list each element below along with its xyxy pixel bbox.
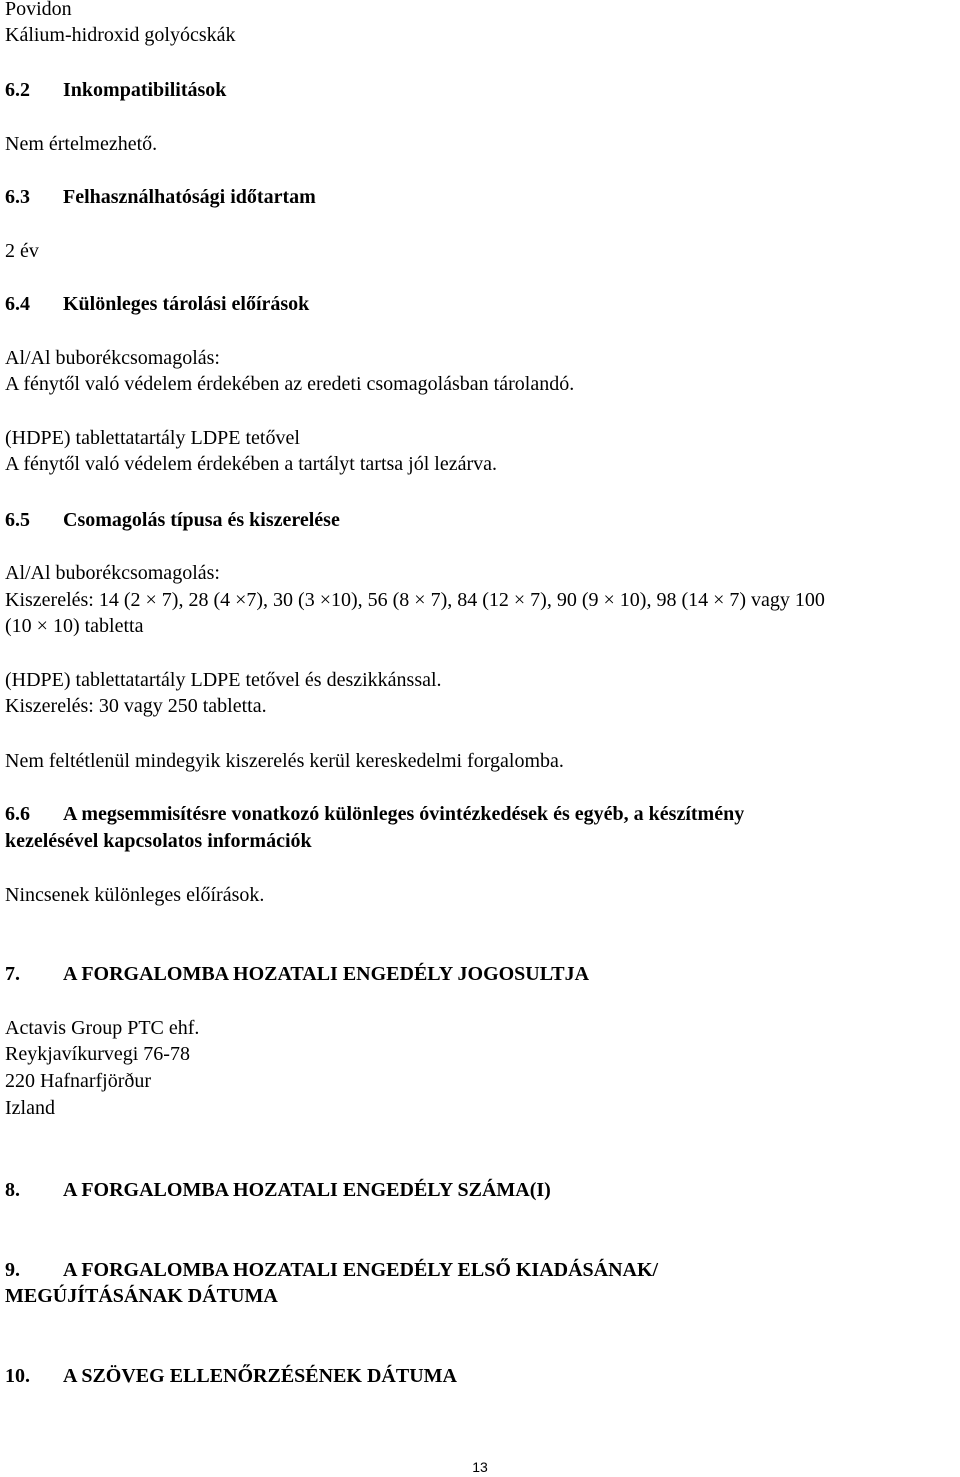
section-number: 8. <box>5 1179 20 1201</box>
section-title: A megsemmisítésre vonatkozó különleges óvintézkedések és egyéb, a készítmény <box>63 803 745 825</box>
section-7-heading <box>5 962 589 986</box>
ingredient-potassium-hydroxide: Kálium-hidroxid golyócskák <box>5 24 236 46</box>
section-title: Felhasználhatósági időtartam <box>63 186 316 208</box>
section-10-heading <box>5 1364 457 1388</box>
pack-marketing-note: Nem feltétlenül mindegyik kiszerelés kerül kereskedelmi forgalomba. <box>5 750 564 772</box>
section-number: 6.2 <box>5 79 30 101</box>
section-number: 6.6 <box>5 803 30 825</box>
pack-blister-sizes-line1: Kiszerelés: 14 (2 × 7), 28 (4 ×7), 30 (3 ×10), 56 (8 × 7), 84 (12 × 7), 90 (9 × 10), 98 (14 × 7) vagy 100 <box>5 589 825 611</box>
ingredient-povidon: Povidon <box>5 0 72 20</box>
section-6-3-body: 2 év <box>5 240 39 262</box>
storage-hdpe-label: (HDPE) tablettatartály LDPE tetővel <box>5 427 300 449</box>
storage-hdpe-text: A fénytől való védelem érdekében a tartályt tartsa jól lezárva. <box>5 453 498 475</box>
storage-blister-label: Al/Al buborékcsomagolás: <box>5 347 220 369</box>
holder-street: Reykjavíkurvegi 76-78 <box>5 1043 190 1065</box>
section-number: 7. <box>5 963 20 985</box>
section-number: 9. <box>5 1259 20 1281</box>
holder-city: 220 Hafnarfjörður <box>5 1070 152 1092</box>
section-6-4-heading <box>5 292 309 316</box>
section-6-6-body: Nincsenek különleges előírások. <box>5 884 265 906</box>
section-9-heading-line2: MEGÚJÍTÁSÁNAK DÁTUMA <box>5 1285 278 1307</box>
section-title: Különleges tárolási előírások <box>63 293 310 315</box>
section-6-2-body: Nem értelmezhető. <box>5 133 158 155</box>
section-number: 10. <box>5 1365 30 1387</box>
section-title: A SZÖVEG ELLENŐRZÉSÉNEK DÁTUMA <box>63 1365 457 1387</box>
pack-hdpe-sizes: Kiszerelés: 30 vagy 250 tabletta. <box>5 695 267 717</box>
section-6-6-heading-line2: kezelésével kapcsolatos információk <box>5 830 312 852</box>
holder-name: Actavis Group PTC ehf. <box>5 1017 200 1039</box>
section-title: Inkompatibilitások <box>63 79 227 101</box>
section-title: A FORGALOMBA HOZATALI ENGEDÉLY SZÁMA(I) <box>63 1179 551 1201</box>
section-title: A FORGALOMBA HOZATALI ENGEDÉLY ELSŐ KIADÁSÁNAK/ <box>63 1259 659 1281</box>
storage-blister-text: A fénytől való védelem érdekében az eredeti csomagolásban tárolandó. <box>5 373 575 395</box>
section-title: Csomagolás típusa és kiszerelése <box>63 509 340 531</box>
section-number: 6.3 <box>5 186 30 208</box>
section-8-heading <box>5 1178 551 1202</box>
page-number: 13 <box>472 1459 488 1475</box>
section-number: 6.5 <box>5 509 30 531</box>
holder-country: Izland <box>5 1097 55 1119</box>
section-6-6-heading <box>5 802 744 826</box>
pack-blister-sizes-line2: (10 × 10) tabletta <box>5 615 144 637</box>
section-9-heading <box>5 1258 658 1282</box>
section-6-5-heading <box>5 508 340 532</box>
section-6-3-heading <box>5 185 316 209</box>
section-title: A FORGALOMBA HOZATALI ENGEDÉLY JOGOSULTJA <box>63 963 590 985</box>
pack-blister-label: Al/Al buborékcsomagolás: <box>5 562 220 584</box>
pack-hdpe-label: (HDPE) tablettatartály LDPE tetővel és deszikkánssal. <box>5 669 442 691</box>
section-number: 6.4 <box>5 293 30 315</box>
section-6-2-heading <box>5 78 226 102</box>
